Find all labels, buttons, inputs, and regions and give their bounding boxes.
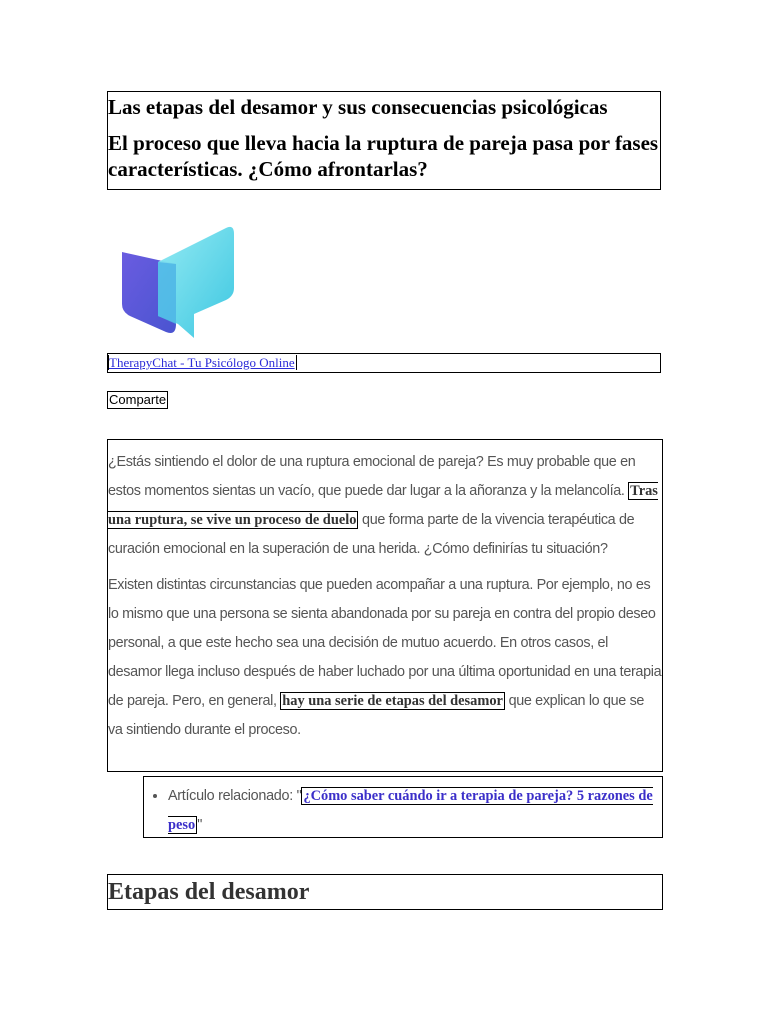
brand-bar: [107, 353, 661, 373]
related-article-box: [143, 776, 663, 838]
highlight-etapas[interactable]: hay una serie de etapas del desamor: [282, 693, 503, 709]
related-list-item: [168, 782, 662, 840]
article-body: [107, 439, 663, 772]
paragraph-1-text-a: ¿Estás sintiendo el dolor de una ruptura emocional de pareja? Es muy probable que en estos momentos sientas un vacío, que puede dar lugar a la añoranza y la melancolía.: [108, 454, 636, 499]
article-title: Las etapas del desamor y sus consecuencias psicológicas: [108, 95, 608, 119]
section-header: [107, 874, 663, 910]
related-article-link[interactable]: ¿Cómo saber cuándo ir a terapia de pareja? 5 razones de peso: [168, 788, 653, 833]
related-prefix: Artículo relacionado: ": [168, 788, 302, 804]
related-list: [144, 782, 662, 840]
paragraph-2: [108, 571, 662, 745]
paragraph-2-text-b: que explican lo que se va sintiendo durante el proceso.: [108, 693, 645, 738]
paragraph-1: [108, 448, 662, 564]
paragraph-2-text-a: Existen distintas circunstancias que pueden acompañar a una ruptura. Por ejemplo, no es lo mismo que una persona se sienta abandonada por su pareja en contra del propio deseo personal, a que este hecho sea una decisión de mutuo acuerdo. En otros casos, el desamor llega incluso después de haber luchado por una última oportunidad en una terapia de pareja. Pero, en general,: [108, 577, 662, 709]
related-suffix: ": [197, 817, 202, 833]
article-header: [107, 91, 661, 190]
article-subtitle: El proceso que lleva hacia la ruptura de pareja pasa por fases características. ¿Cómo afrontarlas?: [108, 131, 659, 181]
brand-link[interactable]: TherapyChat - Tu Psicólogo Online: [109, 355, 295, 370]
highlight-duelo[interactable]: Tras una ruptura, se vive un proceso de duelo: [108, 483, 658, 528]
section-heading: Etapas del desamor: [108, 879, 310, 905]
therapychat-logo-icon: [118, 224, 238, 342]
paragraph-1-text-b: que forma parte de la vivencia terapéutica de curación emocional en la superación de una herida. ¿Cómo definirías tu situación?: [108, 512, 635, 557]
share-button[interactable]: Comparte: [109, 392, 167, 407]
